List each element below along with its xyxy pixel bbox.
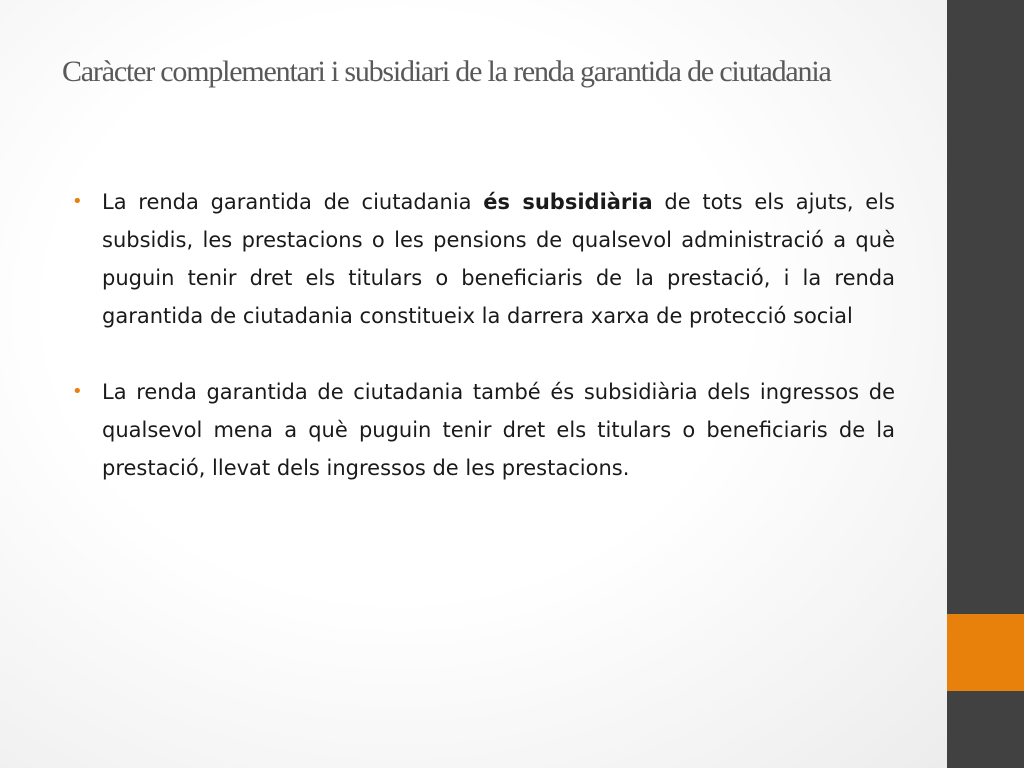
bullet-text-before: La renda garantida de ciutadania bbox=[102, 190, 484, 214]
bullet-text-after: de tots els ajuts, els subsidis, les prestacions o les pensions de qualsevol administració a què puguin tenir dret els titulars o beneficiaris de la prestació, i la renda garantida de ciutadania constitueix la darrera xarxa de protecció social bbox=[102, 190, 895, 328]
bullet-item-subsidiary-aid bbox=[72, 183, 895, 335]
bullet-text: La renda garantida de ciutadania també és subsidiària dels ingressos de qualsevol mena a què puguin tenir dret els titulars o beneficiaris de la prestació, llevat dels ingressos de les prestacions. bbox=[102, 380, 895, 480]
bullet-emphasis: és subsidiària bbox=[483, 190, 653, 214]
bullet-list bbox=[72, 183, 895, 487]
bullet-marker: • bbox=[72, 191, 83, 212]
bullet-item-subsidiary-income bbox=[72, 373, 895, 487]
slide-title: Caràcter complementari i subsidiari de la renda garantida de ciutadania bbox=[62, 55, 831, 88]
bullet-marker: • bbox=[72, 381, 83, 402]
sidebar-accent-block bbox=[947, 614, 1024, 691]
